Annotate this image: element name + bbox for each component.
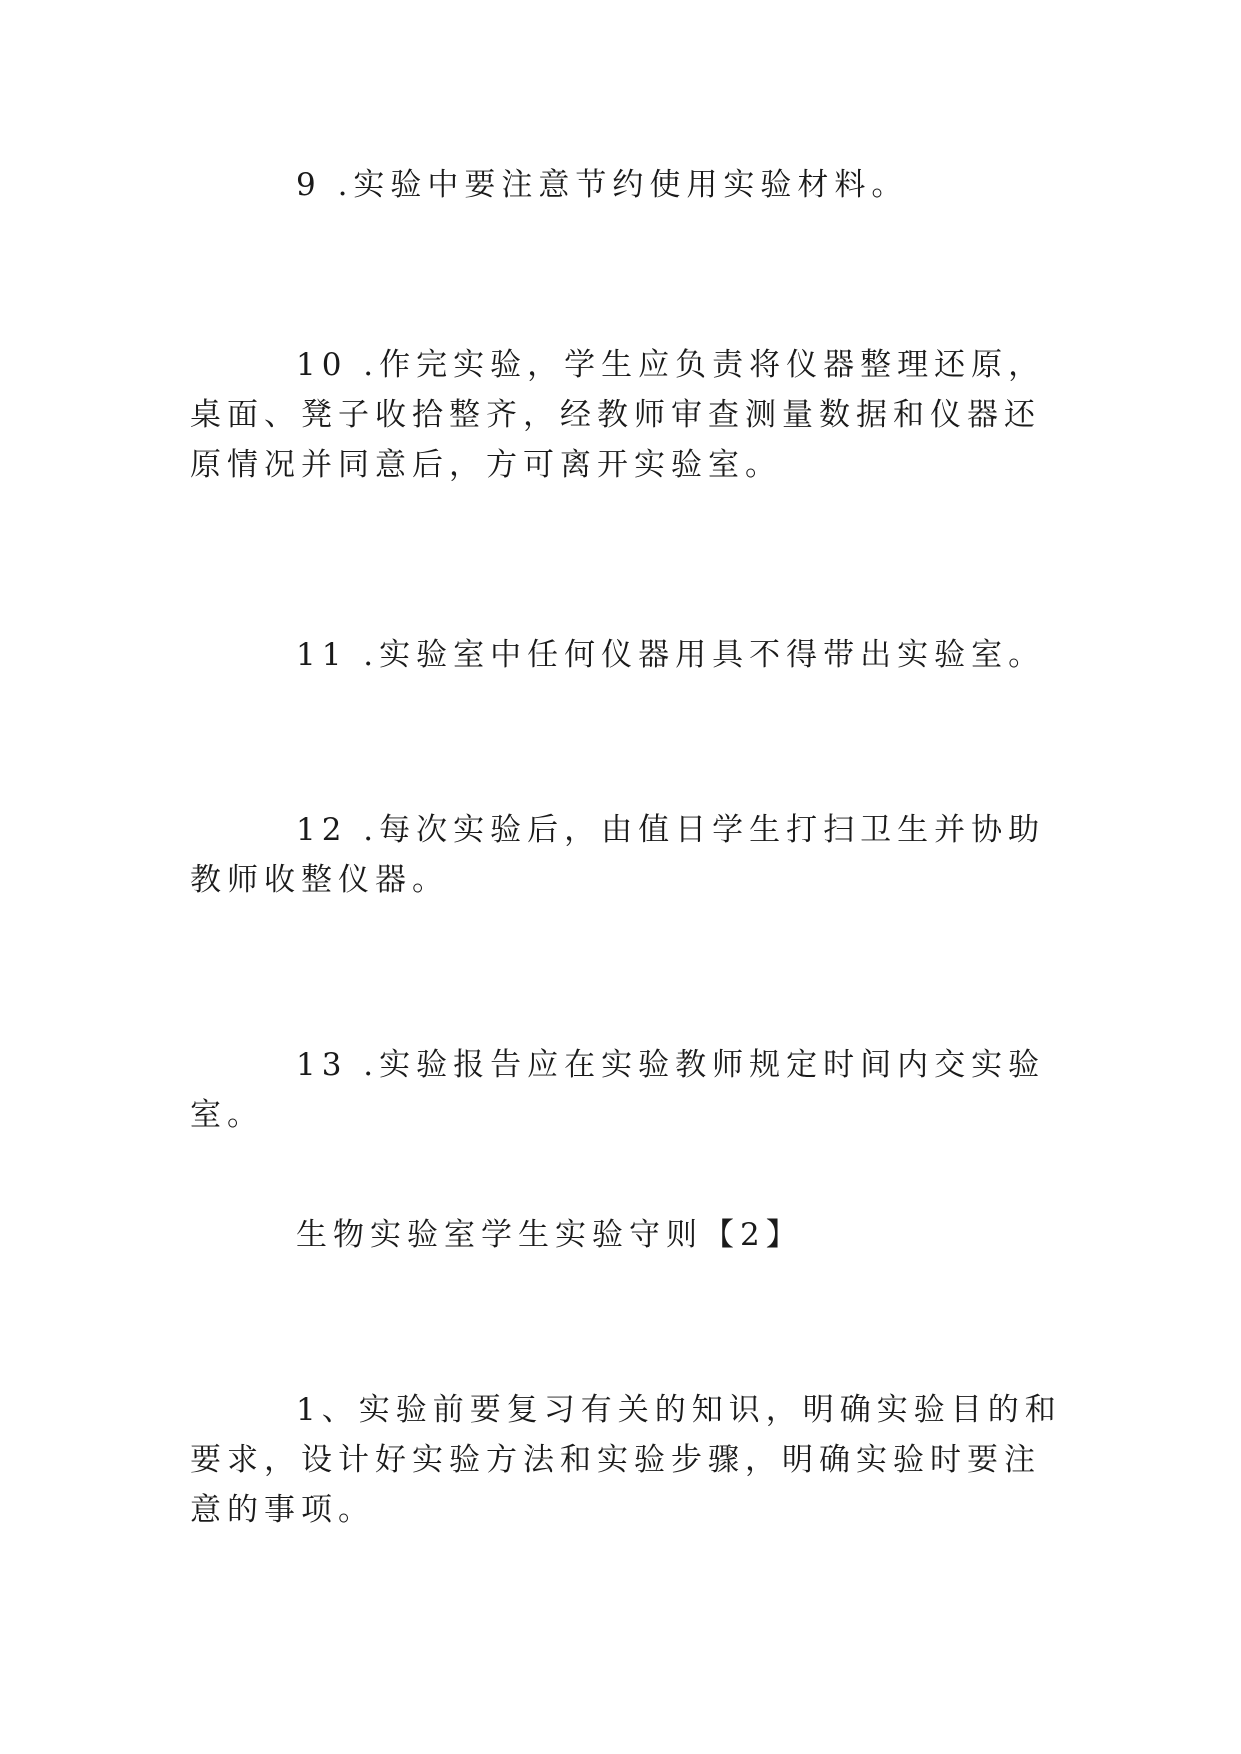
rule-11-paragraph: 11 .实验室中任何仪器用具不得带出实验室。 [296,637,1046,673]
rule-2-1-paragraph: 1、实验前要复习有关的知识，明确实验目的和要求，设计好实验方法和实验步骤，明确实验时要注意的事项。 [190,1392,1062,1528]
rule-10-paragraph: 10 .作完实验，学生应负责将仪器整理还原，桌面、凳子收拾整齐，经教师审查测量数据和仪器还原情况并同意后，方可离开实验室。 [190,347,1046,483]
rule-13-paragraph: 13 .实验报告应在实验教师规定时间内交实验室。 [190,1047,1046,1133]
section-heading: 生物实验室学生实验守则【2】 [296,1217,803,1253]
rule-9-paragraph: 9 .实验中要注意节约使用实验材料。 [296,167,909,203]
rule-12-paragraph: 12 .每次实验后，由值日学生打扫卫生并协助教师收整仪器。 [190,812,1046,898]
